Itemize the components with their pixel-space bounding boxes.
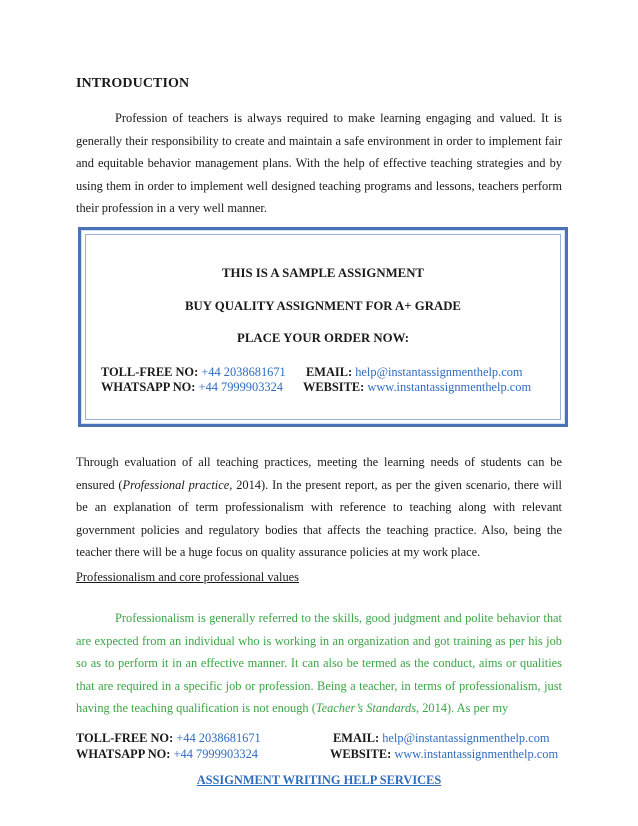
footer-whatsapp	[76, 747, 258, 762]
promo-email-label: EMAIL:	[306, 365, 353, 379]
promo-sample-line: THIS IS A SAMPLE ASSIGNMENT	[222, 266, 424, 280]
promo-website-link[interactable]: www.instantassignmenthelp.com	[367, 380, 532, 394]
footer-whatsapp-link[interactable]: +44 7999903324	[173, 747, 258, 761]
promo-box	[78, 227, 568, 427]
promo-buy-line: BUY QUALITY ASSIGNMENT FOR A+ GRADE	[185, 299, 461, 313]
footer-tollfree-label: TOLL-FREE NO:	[76, 731, 174, 745]
promo-tollfree-label: TOLL-FREE NO:	[101, 365, 199, 379]
footer-website-label: WEBSITE:	[330, 747, 392, 761]
footer-service-link[interactable]: ASSIGNMENT WRITING HELP SERVICES	[196, 773, 442, 787]
footer-whatsapp-label: WHATSAPP NO:	[76, 747, 171, 761]
promo-whatsapp-label: WHATSAPP NO:	[101, 380, 196, 394]
promo-order-line: PLACE YOUR ORDER NOW:	[237, 331, 409, 345]
evaluation-text-2: , 2014). In the present report, as per the given scenario, there will be an explanation of term professionalism with reference to teaching along with relevant government policies and regulatory bodies that affects the teaching practice. Also, being the teacher there will be a huge focus on quality assurance policies at my work place.	[76, 477, 563, 560]
section-heading: INTRODUCTION	[76, 76, 190, 91]
professionalism-text-2: , 2014). As per my	[416, 701, 509, 716]
footer-email	[333, 731, 550, 746]
evaluation-citation: Professional practice	[122, 477, 230, 492]
promo-website	[303, 380, 531, 395]
evaluation-paragraph	[76, 451, 562, 564]
professionalism-citation: Teacher’s Standards	[315, 701, 417, 716]
footer-tollfree-link[interactable]: +44 2038681671	[176, 731, 261, 745]
promo-whatsapp-link[interactable]: +44 7999903324	[198, 380, 283, 394]
promo-website-label: WEBSITE:	[303, 380, 365, 394]
footer-email-label: EMAIL:	[333, 731, 380, 745]
professionalism-paragraph	[76, 607, 562, 720]
professionalism-text-1: Professionalism is generally referred to the skills, good judgment and polite behavior that are expected from an individual who is working in an organization and got training as per his job so as to perform it in an effective manner. It can also be termed as the conduct, aims or qualities that are required in a specific job or profession. Being a teacher, in terms of professionalism, just having the teaching qualification is not enough (	[76, 611, 562, 716]
footer-tollfree	[76, 731, 261, 746]
footer-website-link[interactable]: www.instantassignmenthelp.com	[394, 747, 559, 761]
promo-tollfree-link[interactable]: +44 2038681671	[201, 365, 286, 379]
evaluation-text-1: Through evaluation of all teaching practices, meeting the learning needs of students can be ensured (	[76, 455, 562, 492]
footer-email-link[interactable]: help@instantassignmenthelp.com	[382, 731, 550, 745]
promo-email-link[interactable]: help@instantassignmenthelp.com	[355, 365, 523, 379]
promo-whatsapp	[101, 380, 283, 395]
professionalism-subheading: Professionalism and core professional values	[76, 570, 299, 584]
intro-paragraph: Profession of teachers is always required to make learning engaging and valued. It is generally their responsibility to create and maintain a safe environment in order to implement fair and equitable behavior management plans. With the help of effective teaching strategies and by using them in order to implement well designed teaching programs and lessons, teachers perform their profession in a very well manner.	[76, 111, 562, 216]
promo-tollfree	[101, 365, 286, 380]
promo-email	[306, 365, 523, 380]
footer-website	[330, 747, 558, 762]
